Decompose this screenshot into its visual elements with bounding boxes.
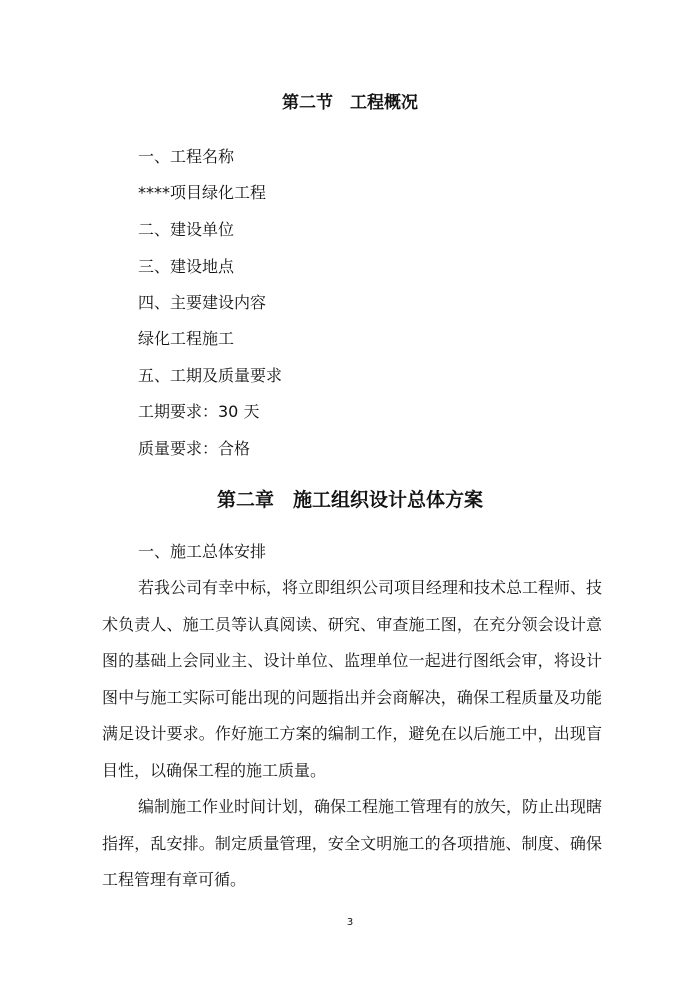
overview-item-builder-heading: 二、建设单位 — [138, 220, 235, 239]
page-number: 3 — [346, 917, 354, 928]
overview-item-project-name-heading: 一、工程名称 — [138, 147, 235, 166]
body-paragraph: 若我公司有幸中标，将立即组织公司项目经理和技术总工程师、技术负责人、施工员等认真阅读、研究、审查施工图，在充分领会设计意图的基础上会同业主、设计单位、监理单位一起进行图纸会审，将设计图中与施工实际可能出现的问题指出并会商解决，确保工程质量及功能满足设计要求。作好施工方案的编制工作，避免在以后施工中，出现盲目性，以确保工程的施工质量。 — [102, 578, 603, 780]
overview-item-duration: 工期要求：30 天 — [138, 402, 260, 421]
overview-item-content: 绿化工程施工 — [138, 329, 235, 348]
overview-item-schedule-heading: 五、工期及质量要求 — [138, 366, 283, 385]
body-paragraph: 编制施工作业时间计划，确保工程施工管理有的放矢，防止出现瞎指挥，乱安排。制定质量管理，安全文明施工的各项措施、制度、确保工程管理有章可循。 — [102, 797, 603, 889]
overview-item-quality: 质量要求：合格 — [138, 439, 251, 458]
chapter-title: 第二章 施工组织设计总体方案 — [216, 489, 483, 511]
overview-item-project-name: ****项目绿化工程 — [138, 183, 267, 202]
section-title: 第二节 工程概况 — [282, 93, 418, 113]
overview-item-content-heading: 四、主要建设内容 — [138, 293, 267, 312]
overview-item-location-heading: 三、建设地点 — [138, 257, 235, 276]
subsection-title: 一、施工总体安排 — [138, 542, 267, 561]
